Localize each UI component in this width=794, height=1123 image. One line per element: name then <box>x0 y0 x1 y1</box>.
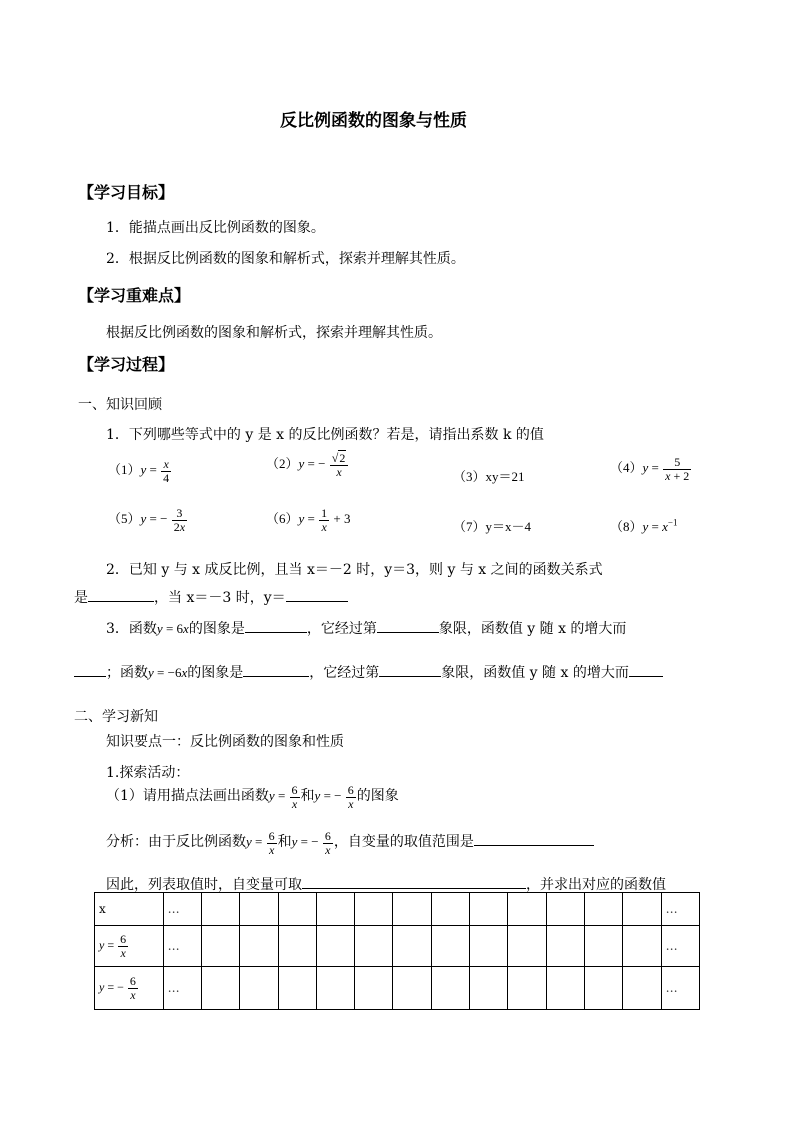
option-1: （1）y = $\frac{x}{4}$ <box>108 457 170 485</box>
table-row <box>95 967 700 1010</box>
question-3-line-1: 3．函数y = 6x的图象是 ，它经过第 象限，函数值 y 随 x 的增大而 <box>106 618 626 638</box>
option-5: （5）y = − $\frac{3}{2x}$ <box>108 506 186 534</box>
new-knowledge-heading: 二、学习新知 <box>74 709 158 725</box>
table-header-x: x <box>95 893 164 926</box>
keypoints-heading: 【学习重难点】 <box>78 286 191 305</box>
objective-1: 1．能描点画出反比例函数的图象。 <box>106 220 325 236</box>
question-2-line-1: 2．已知 y 与 x 成反比例，且当 x＝－2 时，y＝3，则 y 与 x 之间的函数关系式 <box>106 562 603 578</box>
table-row <box>95 926 700 967</box>
question-2-line-2: 是 ，当 x＝－3 时，y＝ <box>74 587 348 607</box>
table-ellipsis: … <box>661 926 699 967</box>
question-1: 1．下列哪些等式中的 y 是 x 的反比例函数？若是，请指出系数 k 的值 <box>106 427 544 443</box>
option-3: （3）xy＝21 <box>453 469 525 484</box>
review-heading: 一、知识回顾 <box>78 397 162 413</box>
process-heading: 【学习过程】 <box>78 355 175 374</box>
option-7: （7）y＝x－4 <box>453 519 532 534</box>
option-6: （6）y = $\frac{1}{x}$ + 3 <box>266 506 351 534</box>
objectives-heading: 【学习目标】 <box>78 183 175 202</box>
analysis: 分析：由于反比例函数y = $\frac{6}{x}$ 和y = − $\frac{6}{x}$ ，自变量的取值范围是 <box>106 830 594 856</box>
option-4: （4）y = $\frac{5}{x + 2}$ <box>610 455 690 483</box>
table-ellipsis: … <box>163 893 201 926</box>
table-row <box>95 893 700 926</box>
table-ellipsis: … <box>661 967 699 1010</box>
value-table <box>94 892 700 1010</box>
option-2: （2）y = − $\frac{√2}{x}$ <box>266 452 349 478</box>
table-ellipsis: … <box>163 967 201 1010</box>
objective-2: 2．根据反比例函数的图象和解析式，探索并理解其性质。 <box>106 251 465 267</box>
table-header-y-negative: y = − $\frac{6}{x}$ <box>95 967 164 1010</box>
table-ellipsis: … <box>661 893 699 926</box>
keypoints-text: 根据反比例函数的图象和解析式，探索并理解其性质。 <box>106 325 442 341</box>
table-ellipsis: … <box>163 926 201 967</box>
activity-label: 1.探索活动： <box>106 765 190 781</box>
page-title: 反比例函数的图象与性质 <box>280 111 467 131</box>
table-header-y-positive: y = $\frac{6}{x}$ <box>95 926 164 967</box>
knowledge-point-1: 知识要点一：反比例函数的图象和性质 <box>106 734 344 750</box>
therefore-line: 因此，列表取值时，自变量可取 ，并求出对应的函数值 <box>106 874 666 894</box>
task-1: （1）请用描点法画出函数y = $\frac{6}{x}$ 和y = − $\frac{6}{x}$ 的图象 <box>106 783 399 811</box>
option-8: $(8)y = x^{-1}$ <box>610 517 678 534</box>
question-3-line-2: ；函数y = −6x的图象是 ，它经过第 象限，函数值 y 随 x 的增大而 <box>74 662 663 682</box>
